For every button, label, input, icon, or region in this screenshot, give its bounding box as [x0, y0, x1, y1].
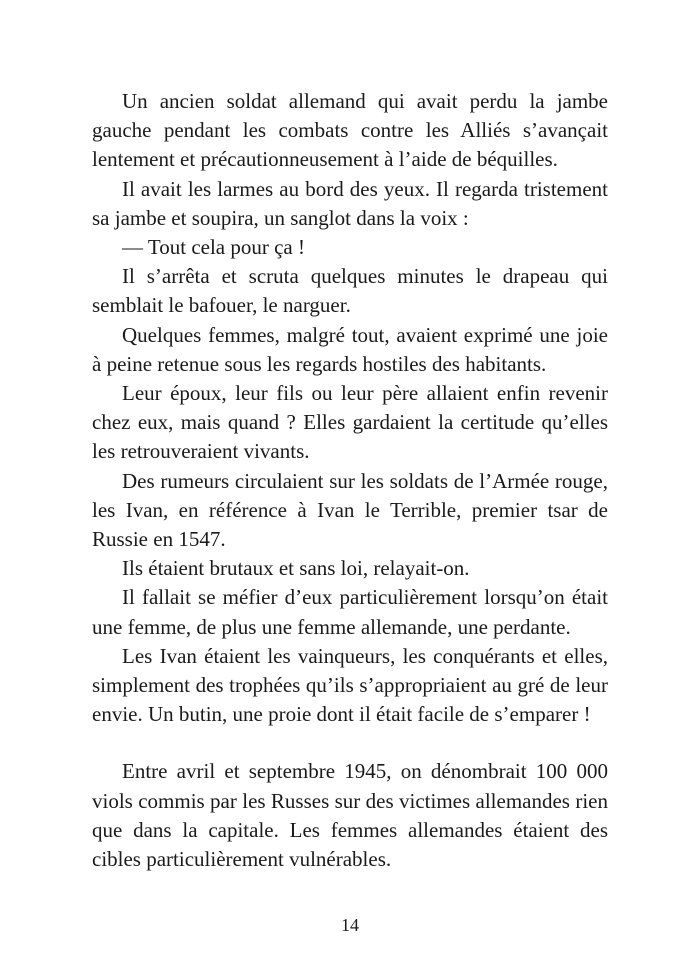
paragraph: Un ancien soldat allemand qui avait perdu la jambe gauche pendant les combats contre les Alliés s’avançait lentement et précautionneusement à l’aide de béquilles.: [92, 89, 608, 172]
paragraph: Ils étaient brutaux et sans loi, relayait-on.: [122, 556, 470, 581]
paragraph: Des rumeurs circulaient sur les soldats de l’Armée rouge, les Ivan, en référence à Ivan le Terrible, premier tsar de Russie en 1547.: [92, 468, 608, 552]
paragraph: Il s’arrêta et scruta quelques minutes le drapeau qui semblait le bafouer, le narguer.: [92, 264, 608, 318]
page-text-block: [92, 87, 608, 874]
paragraph: Quelques femmes, malgré tout, avaient exprimé une joie à peine retenue sous les regards hostiles des habitants.: [92, 322, 608, 376]
paragraph: Il avait les larmes au bord des yeux. Il regarda tristement sa jambe et soupira, un sanglot dans la voix :: [92, 176, 608, 230]
page-number: 14: [341, 915, 359, 935]
paragraph: Il fallait se méfier d’eux particulièrement lorsqu’on était une femme, de plus une femme allemande, une perdante.: [92, 585, 608, 639]
paragraph: Leur époux, leur fils ou leur père allaient enfin revenir chez eux, mais quand ? Elles gardaient la certitude qu’elles les retrouveraient vivants.: [92, 381, 608, 464]
section-break: [92, 729, 608, 757]
dialogue-line: — Tout cela pour ça !: [122, 235, 305, 260]
paragraph: Les Ivan étaient les vainqueurs, les conquérants et elles, simplement des trophées qu’ils s’appropriaient au gré de leur envie. Un butin, une proie dont il était facile de s’emparer !: [92, 643, 608, 727]
paragraph: Entre avril et septembre 1945, on dénombrait 100 000 viols commis par les Russes sur des victimes allemandes rien que dans la capitale. Les femmes allemandes étaient des cibles particulièrement vulnérables.: [92, 759, 608, 872]
